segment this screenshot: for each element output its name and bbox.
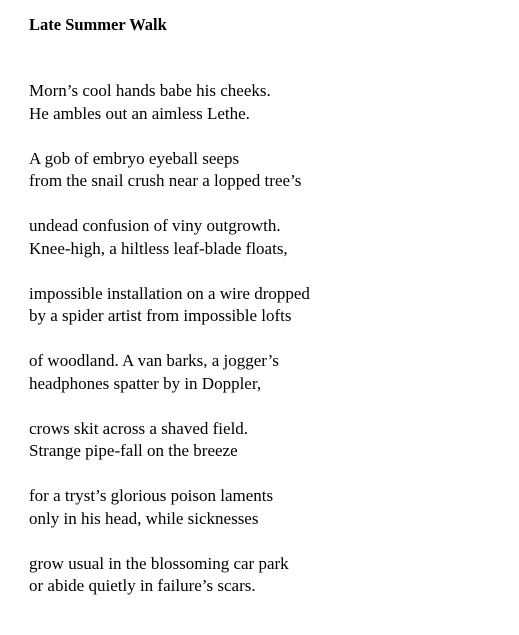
poem-line: impossible installation on a wire dropped — [29, 283, 310, 303]
poem-line: by a spider artist from impossible lofts — [29, 306, 292, 325]
stanza-2 — [29, 148, 499, 193]
stanza-7 — [29, 485, 499, 530]
stanza-3 — [29, 215, 499, 260]
stanza-8 — [29, 553, 499, 598]
stanza-5 — [29, 350, 499, 395]
poem-line: headphones spatter by in Doppler, — [29, 373, 262, 393]
poem-line: A gob of embryo eyeball seeps — [29, 148, 240, 168]
poem-line: grow usual in the blossoming car park — [29, 553, 289, 573]
stanza-6 — [29, 418, 499, 463]
poem-title: Late Summer Walk — [29, 15, 167, 34]
poem-line: Morn’s cool hands babe his cheeks. — [29, 81, 271, 100]
poem-line: for a tryst’s glorious poison laments — [29, 486, 274, 505]
poem-line: from the snail crush near a lopped tree’s — [29, 171, 302, 190]
stanza-4 — [29, 283, 499, 328]
poem-line: of woodland. A van barks, a jogger’s — [29, 351, 279, 370]
poem-line: Strange pipe-fall on the breeze — [29, 441, 238, 460]
poem-line: undead confusion of viny outgrowth. — [29, 216, 281, 235]
poem-line: He ambles out an aimless Lethe. — [29, 103, 250, 123]
poem-body — [29, 80, 499, 620]
poem-line: crows skit across a shaved field. — [29, 418, 249, 438]
stanza-1 — [29, 80, 499, 125]
poem-line: Knee-high, a hiltless leaf-blade floats, — [29, 238, 288, 258]
poem-line: only in his head, while sicknesses — [29, 508, 259, 528]
poem-line: or abide quietly in failure’s scars. — [29, 576, 256, 595]
